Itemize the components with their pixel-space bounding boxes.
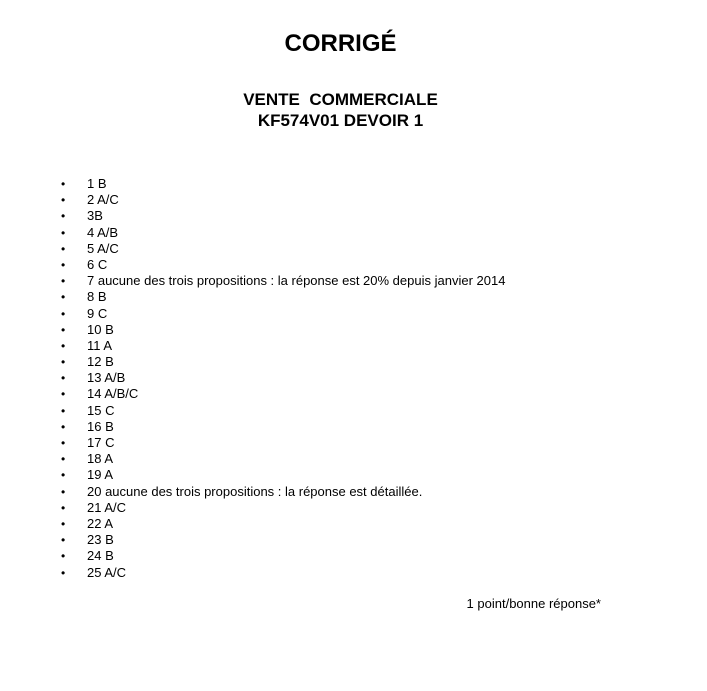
answer-text: 5 A/C <box>87 240 119 256</box>
answer-text: 13 A/B <box>87 370 126 386</box>
bullet-icon: • <box>61 209 66 224</box>
answer-text: 2 A/C <box>87 192 119 208</box>
answer-text: 16 B <box>87 418 114 434</box>
answer-text: 22 A <box>87 515 114 531</box>
answer-text: 11 A <box>87 337 113 353</box>
answer-text: 19 A <box>87 467 114 483</box>
answer-text: 14 A/B/C <box>87 386 139 402</box>
answer-text: 10 B <box>87 321 114 337</box>
answer-text: 1 B <box>87 176 107 191</box>
bullet-icon: • <box>61 274 66 289</box>
answer-text: 23 B <box>87 532 114 548</box>
page-title: CORRIGÉ <box>284 30 397 57</box>
answer-text: 3B <box>87 208 103 224</box>
bullet-icon: • <box>61 516 66 531</box>
bullet-icon: • <box>61 484 66 499</box>
bullet-icon: • <box>61 500 66 515</box>
answer-text: 8 B <box>87 289 107 305</box>
bullet-icon: • <box>61 355 66 370</box>
bullet-icon: • <box>61 468 66 483</box>
answer-text: 12 B <box>87 354 114 370</box>
subtitle-assignment: KF574V01 DEVOIR 1 <box>257 111 424 130</box>
bullet-icon: • <box>61 419 66 434</box>
answer-text: 21 A/C <box>87 499 127 515</box>
bullet-icon: • <box>61 257 66 272</box>
answer-text: 17 C <box>87 435 115 450</box>
answer-text: 6 C <box>87 256 108 272</box>
answer-text: 24 B <box>87 548 114 564</box>
bullet-icon: • <box>61 177 66 191</box>
answer-text: 9 C <box>87 305 108 321</box>
bullet-icon: • <box>61 290 66 305</box>
answer-text: 15 C <box>87 402 115 418</box>
subtitle-course: VENTE COMMERCIALE <box>243 90 438 109</box>
answer-text: 20 aucune des trois propositions : la réponse est détaillée. <box>87 483 423 499</box>
bullet-icon: • <box>61 565 66 580</box>
scoring-note: 1 point/bonne réponse* <box>466 596 601 611</box>
bullet-icon: • <box>61 533 66 548</box>
bullet-icon: • <box>61 193 66 208</box>
bullet-icon: • <box>61 403 66 418</box>
answer-text: 4 A/B <box>87 224 119 240</box>
bullet-icon: • <box>61 549 66 564</box>
bullet-icon: • <box>61 241 66 256</box>
bullet-icon: • <box>61 306 66 321</box>
bullet-icon: • <box>61 371 66 386</box>
bullet-icon: • <box>61 387 66 402</box>
bullet-icon: • <box>61 452 66 467</box>
bullet-icon: • <box>61 225 66 240</box>
bullet-icon: • <box>61 322 66 337</box>
answer-text: 7 aucune des trois propositions : la réponse est 20% depuis janvier 2014 <box>87 273 506 289</box>
answer-text: 25 A/C <box>87 564 127 580</box>
bullet-icon: • <box>61 338 66 353</box>
answer-text: 18 A <box>87 451 114 467</box>
bullet-icon: • <box>61 436 66 450</box>
